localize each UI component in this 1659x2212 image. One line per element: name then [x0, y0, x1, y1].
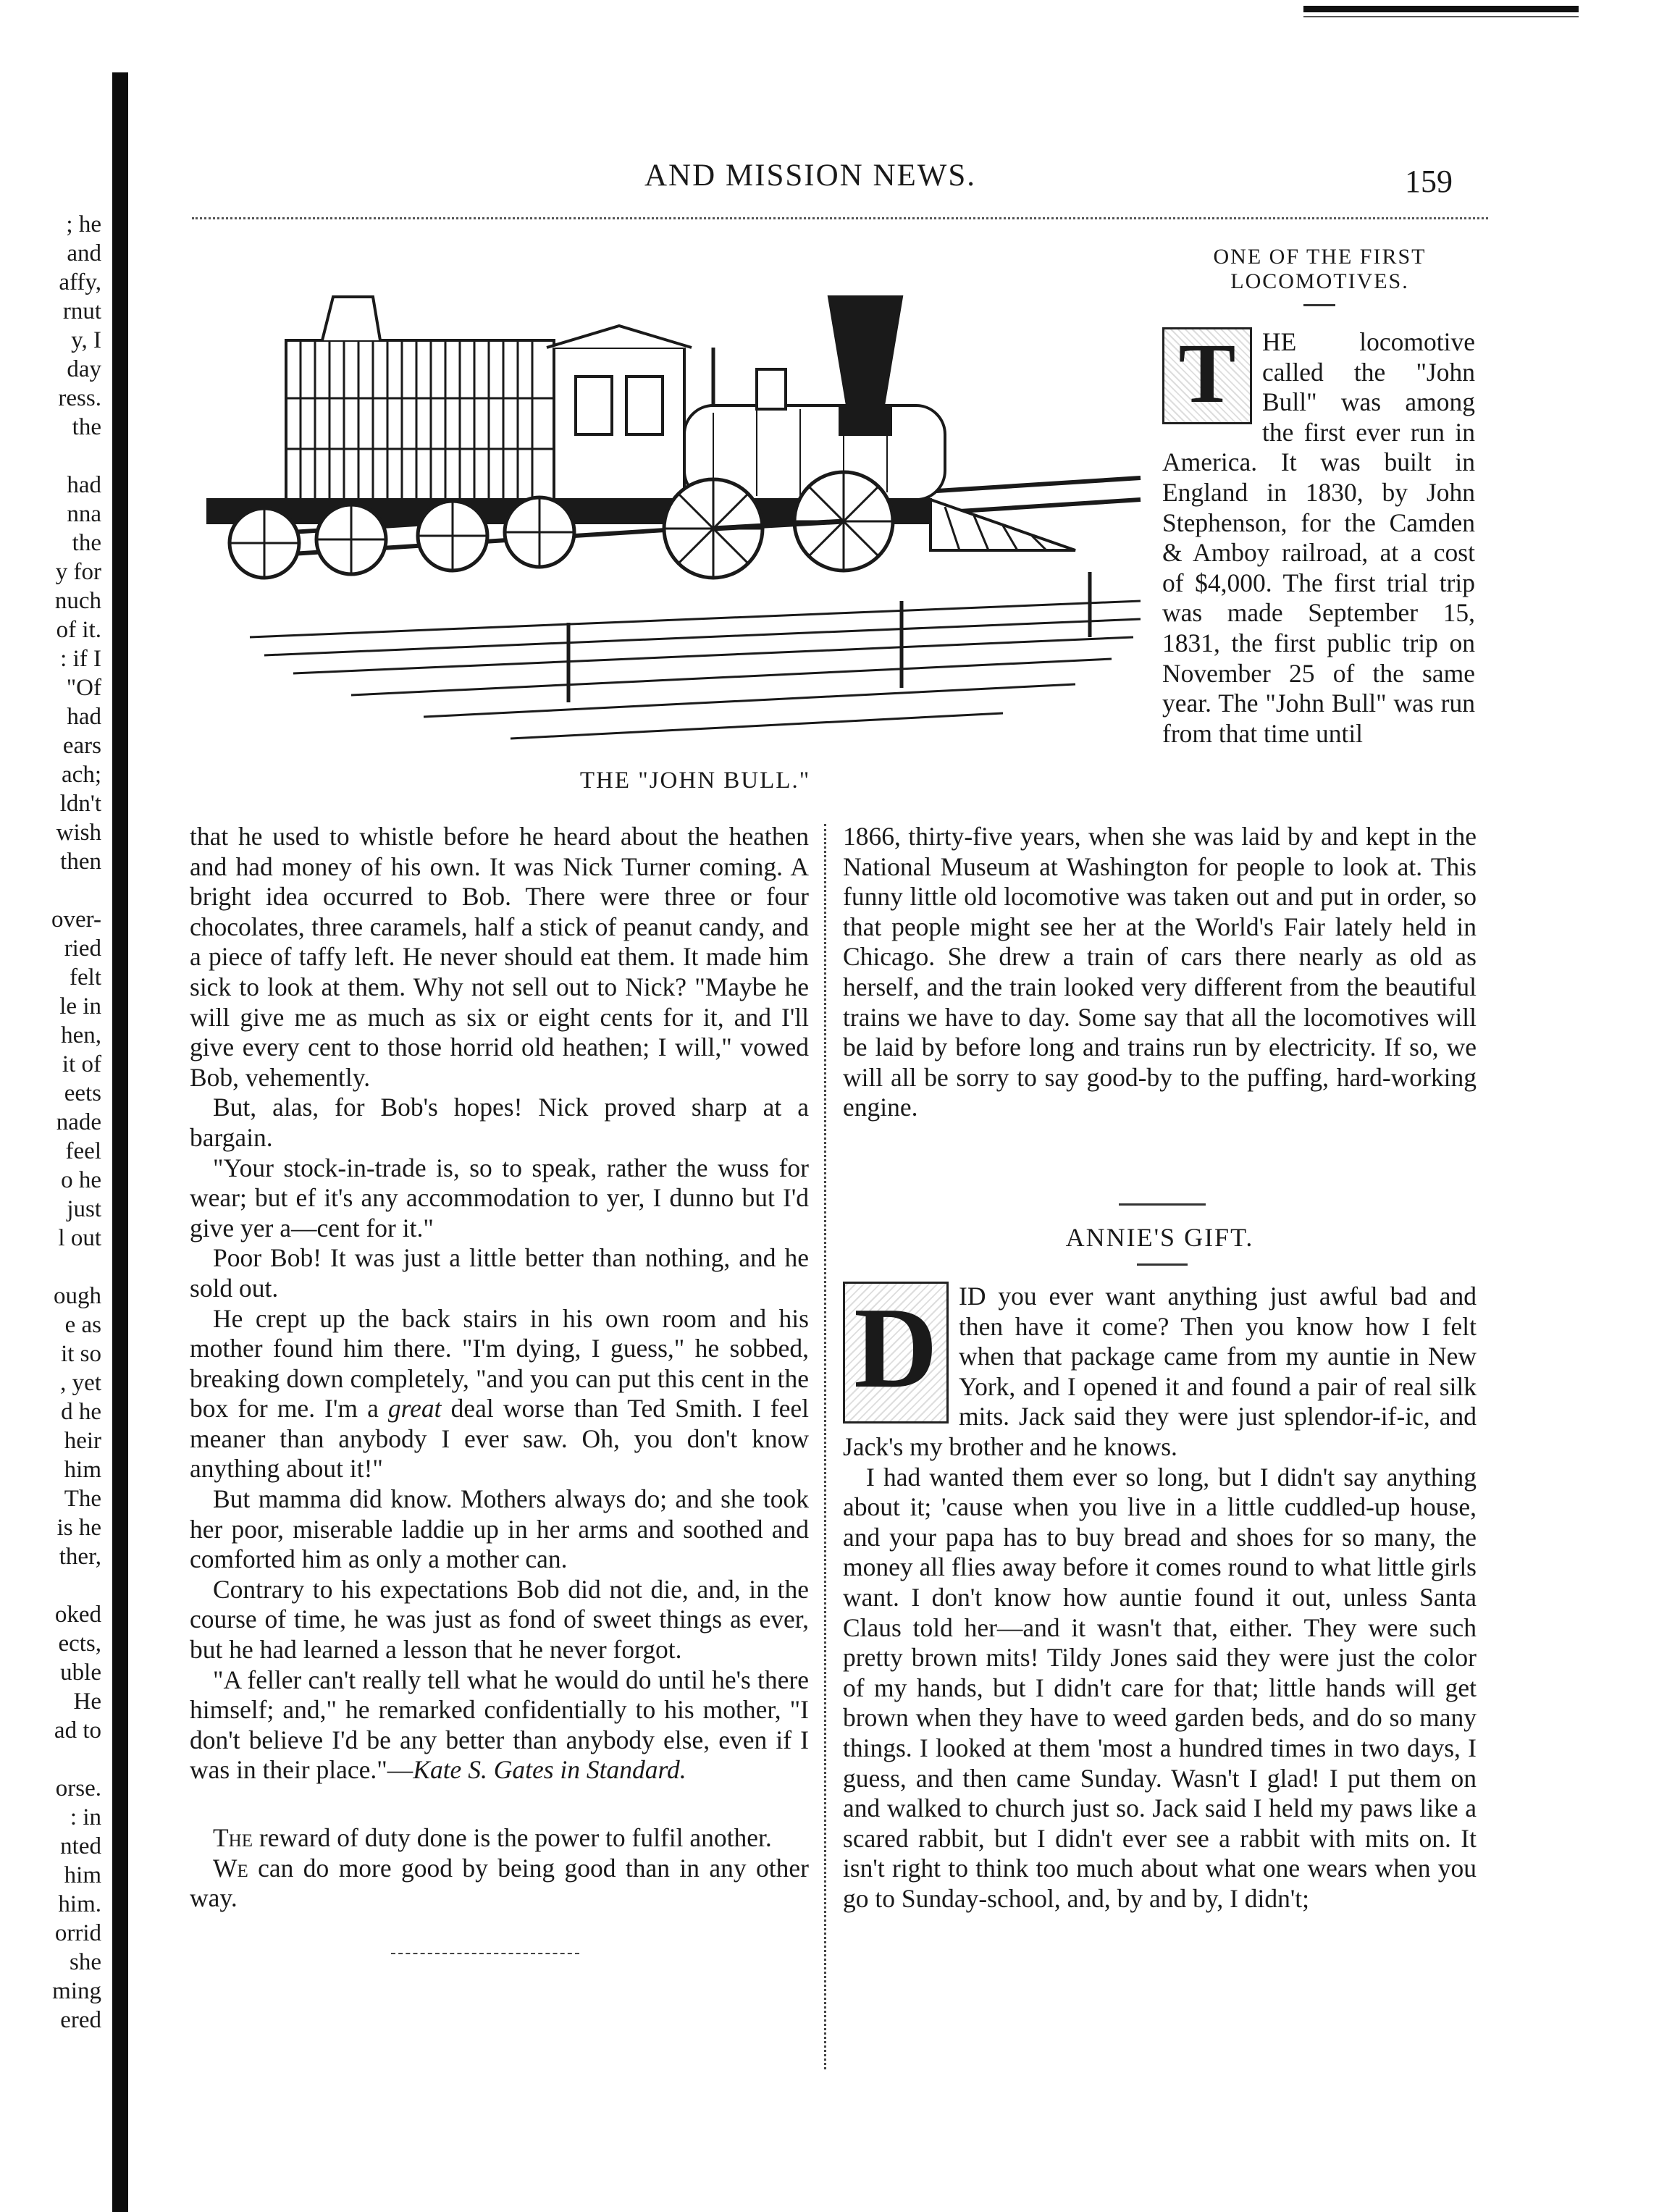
- maxim-2-text: can do more good by being good than in any other way.: [190, 1853, 809, 1913]
- gutter-line: rnut: [62, 298, 101, 324]
- bob-p5-start: He crept up the back stairs in his own room and his mother found him there. "I'm dying, I guess," he sobbed, breaking down completely, "and you can put this cent in the box for me. I'm a: [190, 1303, 809, 1423]
- gutter-line: and: [67, 240, 101, 266]
- dropcap-T: T: [1162, 327, 1252, 424]
- bob-p5-end: deal worse than Ted Smith. I feel meaner than anybody I ever saw. Oh, you don't know anything about it!": [190, 1394, 809, 1484]
- section-spacer: [190, 1786, 809, 1823]
- gutter-line: orrid: [54, 1920, 101, 1946]
- right-column: [843, 822, 1477, 1123]
- bob-paragraph-6: But mamma did know. Mothers always do; and she took her poor, miserable laddie up in her arms and soothed and comforted him as only a mother can.: [190, 1484, 809, 1574]
- gutter-line: ered: [60, 2007, 101, 2033]
- gutter-line: the: [72, 414, 101, 440]
- bob-paragraph-8: [190, 1665, 809, 1786]
- annie-story-title: ANNIE'S GIFT.: [1065, 1223, 1254, 1252]
- annie-p1-text: ID you ever want anything just awful bad and then have it come? Then you know how I felt when that package came from my auntie in New York, and I opened it and found a pair of real silk mits. Jack said they were just splendor-if-ic, and Jack's my brother and he knows.: [843, 1282, 1477, 1461]
- gutter-line: [0, 1571, 109, 1600]
- story-attribution: Kate S. Gates in Standard.: [413, 1755, 686, 1785]
- bob-story-column: [190, 822, 809, 1914]
- header-rule: [192, 217, 1488, 219]
- gutter-line: uble: [60, 1660, 101, 1686]
- gutter-line: y for: [55, 559, 101, 585]
- gutter-line: hen,: [61, 1022, 101, 1048]
- bob-paragraph-4: Poor Bob! It was just a little better than nothing, and he sold out.: [190, 1243, 809, 1303]
- gutter-line: [0, 442, 109, 471]
- gutter-line: felt: [70, 964, 101, 991]
- gutter-line: it of: [62, 1051, 101, 1077]
- top-rule: [1303, 6, 1579, 12]
- gutter-line: [0, 1253, 109, 1282]
- maxim-2-lead: We: [213, 1853, 248, 1883]
- gutter-line: him: [64, 1457, 101, 1483]
- bob-p8-text: "A feller can't really tell what he would do until he's there himself; and," he remarked confidentially to his mother, "I don't believe I'd be any better than anybody else, even if I was in their place."—: [190, 1665, 809, 1785]
- running-head: AND MISSION NEWS.: [644, 159, 977, 193]
- gutter-line: [0, 1745, 109, 1774]
- locomotive-title-line-2: LOCOMOTIVES.: [1230, 269, 1409, 293]
- gutter-line: wish: [56, 820, 101, 846]
- maxim-2: [190, 1854, 809, 1914]
- gutter-line: nna: [67, 501, 101, 527]
- locomotive-paragraph: [1162, 327, 1475, 749]
- annie-paragraph-1: [843, 1282, 1477, 1463]
- gutter-line: [0, 876, 109, 905]
- gutter-line: d he: [61, 1399, 101, 1425]
- gutter-line: oked: [54, 1602, 101, 1628]
- gutter-line: it so: [61, 1341, 101, 1367]
- locomotive-side-text: HE locomotive called the "John Bull" was among the first ever run in America. It was built in England in 1830, by John Stephenson, for the Camden & Amboy railroad, at a cost of $4,000. The first trial trip was made September 15, 1831, the first public trip on November 25 of the same year. The "John Bull" was run from that time until: [1162, 327, 1475, 748]
- gutter-line: she: [70, 1949, 101, 1975]
- annie-paragraph-2: I had wanted them ever so long, but I didn't say anything about it; 'cause when you live in a little cuddled-up house, and your papa has to buy bread and shoes for so many, the money all flies away before it comes round to what little girls want. I don't know how auntie found it out, unless Santa Claus told her—and it wasn't that, either. They were such pretty brown mits! Tildy Jones said they were just the color of my hands, but I didn't care for that; little hands will get brown when they have to weed garden beds, and do so many things. I looked at them 'most a hundred times in two days, I guess, and then came Sunday. Wasn't I glad! I put them on and walked to church just so. Jack said I held my paws like a scared rabbit, but I didn't ever see a rabbit with mits on. It isn't right to think too much about what one wears when you go to Sunday-school, and, by and by, I didn't;: [843, 1462, 1477, 1913]
- annie-story-body: [843, 1282, 1477, 1914]
- gutter-line: had: [67, 704, 101, 730]
- column-rule: [824, 824, 826, 2069]
- gutter-line: feel: [65, 1138, 101, 1164]
- gutter-line: ther,: [59, 1544, 101, 1570]
- locomotive-title-line-1: ONE OF THE FIRST: [1213, 245, 1427, 269]
- gutter-line: ; he: [66, 211, 101, 237]
- gutter-line: is he: [56, 1515, 101, 1541]
- bob-p5-emphasis: great: [387, 1394, 442, 1423]
- page-number: 159: [1405, 164, 1453, 199]
- gutter-line: The: [64, 1486, 101, 1512]
- maxim-1: [190, 1823, 809, 1854]
- title-dash: [1137, 1263, 1188, 1266]
- gutter-line: e as: [64, 1312, 101, 1338]
- gutter-line: ears: [62, 733, 101, 759]
- bob-paragraph-3: "Your stock-in-trade is, so to speak, rather the wuss for wear; but ef it's any accommodation to yer, I dunno but I'd give yer a—cent for it.": [190, 1153, 809, 1242]
- gutter-line: He: [73, 1689, 101, 1715]
- gutter-line: l out: [58, 1225, 101, 1251]
- gutter-line: nted: [60, 1833, 101, 1859]
- gutter-line: eets: [64, 1080, 101, 1106]
- gutter-line: ough: [54, 1283, 101, 1309]
- bob-paragraph-7: Contrary to his expectations Bob did not die, and, in the course of time, he was just as fond of sweet things as ever, but he had learned a lesson that he never forgot.: [190, 1574, 809, 1665]
- gutter-line: the: [72, 530, 101, 556]
- separator-rule: [391, 1953, 579, 1954]
- locomotive-continuation: 1866, thirty-five years, when she was laid by and kept in the National Museum at Washington for people to look at. This funny little old locomotive was taken out and put in order, so that people might see her at the World's Fair lately held in Chicago. She drew a train of cars there nearly as old as herself, and the train looked very different from the beautiful trains we have to day. Some say that all the locomotives will be laid by before long and trains run by electricity. If so, we will all be sorry to say good-by to the puffing, hard-working engine.: [843, 822, 1477, 1122]
- gutter-line: orse.: [55, 1775, 101, 1801]
- gutter-line: just: [67, 1196, 101, 1222]
- gutter-line: affy,: [59, 269, 101, 295]
- gutter-line: him: [64, 1862, 101, 1888]
- illustration-caption: THE "JOHN BULL.": [579, 768, 811, 794]
- gutter-line: ress.: [58, 385, 101, 411]
- bob-paragraph-5: [190, 1304, 809, 1485]
- binding-shadow: [112, 72, 128, 2212]
- gutter-line: ects,: [58, 1631, 101, 1657]
- gutter-line: ldn't: [59, 791, 101, 817]
- gutter-line: nade: [56, 1109, 101, 1135]
- title-dash: [1303, 304, 1335, 306]
- locomotive-article-body: [1162, 327, 1475, 749]
- gutter-line: ad to: [54, 1717, 101, 1744]
- gutter-line: le in: [59, 993, 101, 1019]
- gutter-line: heir: [64, 1428, 101, 1454]
- gutter-line: had: [67, 472, 101, 498]
- bob-paragraph-2: But, alas, for Bob's hopes! Nick proved sharp at a bargain.: [190, 1093, 809, 1152]
- locomotive-article-title: [1159, 245, 1481, 294]
- locomotive-engraving: [206, 261, 1148, 771]
- gutter-line: : if I: [60, 646, 101, 672]
- top-rule-thin: [1303, 16, 1579, 17]
- gutter-line: day: [67, 356, 101, 382]
- ground-hatching: [250, 601, 1141, 739]
- gutter-line: ried: [64, 935, 101, 962]
- gutter-line: ach;: [62, 762, 101, 788]
- gutter-line: ming: [52, 1978, 101, 2004]
- maxim-1-lead: The: [213, 1823, 253, 1852]
- facing-page-gutter: [0, 210, 109, 2035]
- gutter-line: him.: [58, 1891, 101, 1917]
- gutter-line: of it.: [56, 617, 101, 643]
- section-dash: [1119, 1203, 1206, 1206]
- gutter-line: over-: [51, 907, 101, 933]
- gutter-line: o he: [61, 1167, 101, 1193]
- gutter-line: then: [60, 849, 101, 875]
- gutter-line: nuch: [54, 588, 101, 614]
- bob-paragraph-1: that he used to whistle before he heard about the heathen and had money of his own. It was Nick Turner coming. A bright idea occurred to Bob. There were three or four chocolates, three caramels, half a stick of peanut candy, and a piece of taffy left. He never should eat them. It made him sick to look at them. Why not sell out to Nick? "Maybe he will give me as much as six or eight cents for it, and I'll give every cent to those horrid old heathen; I will," vowed Bob, vehemently.: [190, 822, 809, 1092]
- gutter-line: "Of: [66, 675, 101, 701]
- gutter-line: y, I: [71, 327, 101, 353]
- gutter-line: , yet: [60, 1370, 101, 1396]
- gutter-line: : in: [70, 1804, 101, 1830]
- dropcap-D: D: [843, 1282, 949, 1423]
- maxim-1-text: reward of duty done is the power to fulfil another.: [253, 1823, 772, 1852]
